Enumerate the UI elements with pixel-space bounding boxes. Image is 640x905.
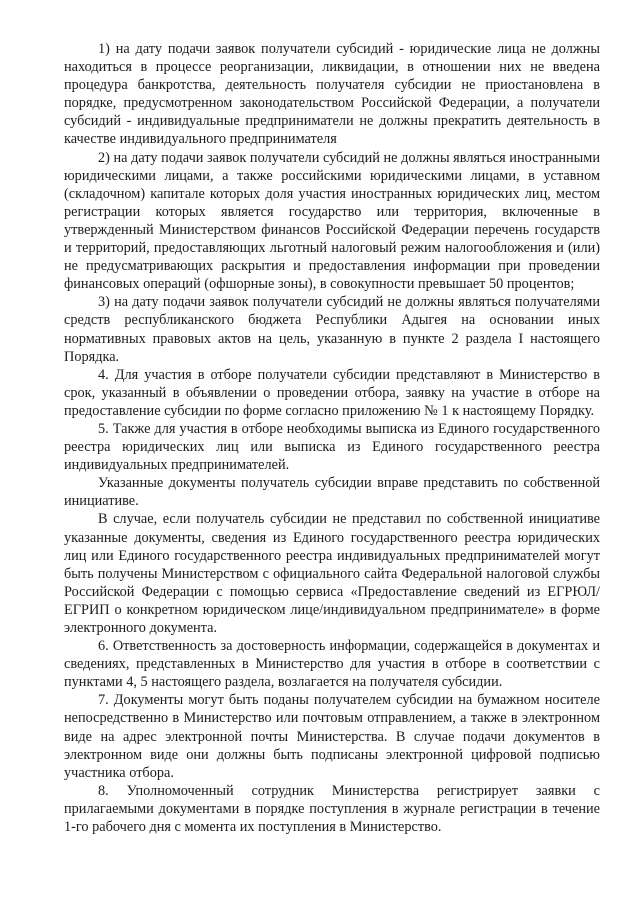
document-page [64,40,600,836]
paragraph-section-5-registry-extract: 5. Также для участия в отборе необходимы выписка из Единого государственного реестра юридических лиц или выписка из Единого государственного реестра индивидуальных предпринимателей. [64,420,600,474]
paragraph-own-initiative: Указанные документы получатель субсидии вправе представить по собственной инициативе. [64,475,600,510]
paragraph-item-1-reorganization: 1) на дату подачи заявок получатели субсидий - юридические лица не должны находиться в процессе реорганизации, ликвидации, в отношении них не введена процедура банкротства, деятельность получателя субсидии не приостановлена в порядке, предусмотренном законодательством Российской Федерации, а получатели субсидий - индивидуальные предприниматели не должны прекратить деятельность в качестве индивидуального предпринимателя [64,41,600,148]
paragraph-item-3-budget-recipients: 3) на дату подачи заявок получатели субсидий не должны являться получателями средств республиканского бюджета Республики Адыгея на основании иных нормативных правовых актов на цель, указанную в пункте 2 раздела I настоящего Порядка. [64,294,600,365]
paragraph-item-2-foreign-entities: 2) на дату подачи заявок получатели субсидий не должны являться иностранными юридическими лицами, а также российскими юридическими лицами, в уставном (складочном) капитале которых доля участия иностранных юридических лиц, местом регистрации которых является государство или территория, включенные в утвержденный Министерством финансов Российской Федерации перечень государств и территорий, предоставляющих льготный налоговый режим налогообложения и (или) не предусматривающих раскрытия и предоставления информации при проведении финансовых операций (офшорные зоны), в совокупности превышает 50 процентов; [64,149,600,293]
paragraph-section-7-submission: 7. Документы могут быть поданы получателем субсидии на бумажном носителе непосредственно в Министерство или почтовым отправлением, а также в электронном виде на адрес электронной почты Министерства. В случае подачи документов в электронном виде они должны быть подписаны электронной цифровой подписью участника отбора. [64,692,600,781]
paragraph-section-8-registration: 8. Уполномоченный сотрудник Министерства регистрирует заявки с прилагаемыми документами в порядке поступления в журнале регистрации в течение 1-го рабочего дня с момента их поступления в Министерство. [64,782,600,836]
paragraph-section-4-application: 4. Для участия в отборе получатели субсидии представляют в Министерство в срок, указанный в объявлении о проведении отбора, заявку на участие в отборе на предоставление субсидии по форме согласно приложению № 1 к настоящему Порядку. [64,366,600,419]
paragraph-section-6-responsibility: 6. Ответственность за достоверность информации, содержащейся в документах и сведениях, представленных в Министерство для участия в отборе в соответствии с пунктами 4, 5 настоящего раздела, возлагается на получателя субсидии. [64,638,600,691]
paragraph-registry-service: В случае, если получатель субсидии не представил по собственной инициативе указанные документы, сведения из Единого государственного реестра юридических лиц или Единого государственного реестра индивидуальных предпринимателей могут быть получены Министерством с официального сайта Федеральной налоговой службы Российской Федерации с помощью сервиса «Предоставление сведений из ЕГРЮЛ/ЕГРИП о конкретном юридическом лице/индивидуальном предпринимателе» в форме электронного документа. [64,511,600,636]
